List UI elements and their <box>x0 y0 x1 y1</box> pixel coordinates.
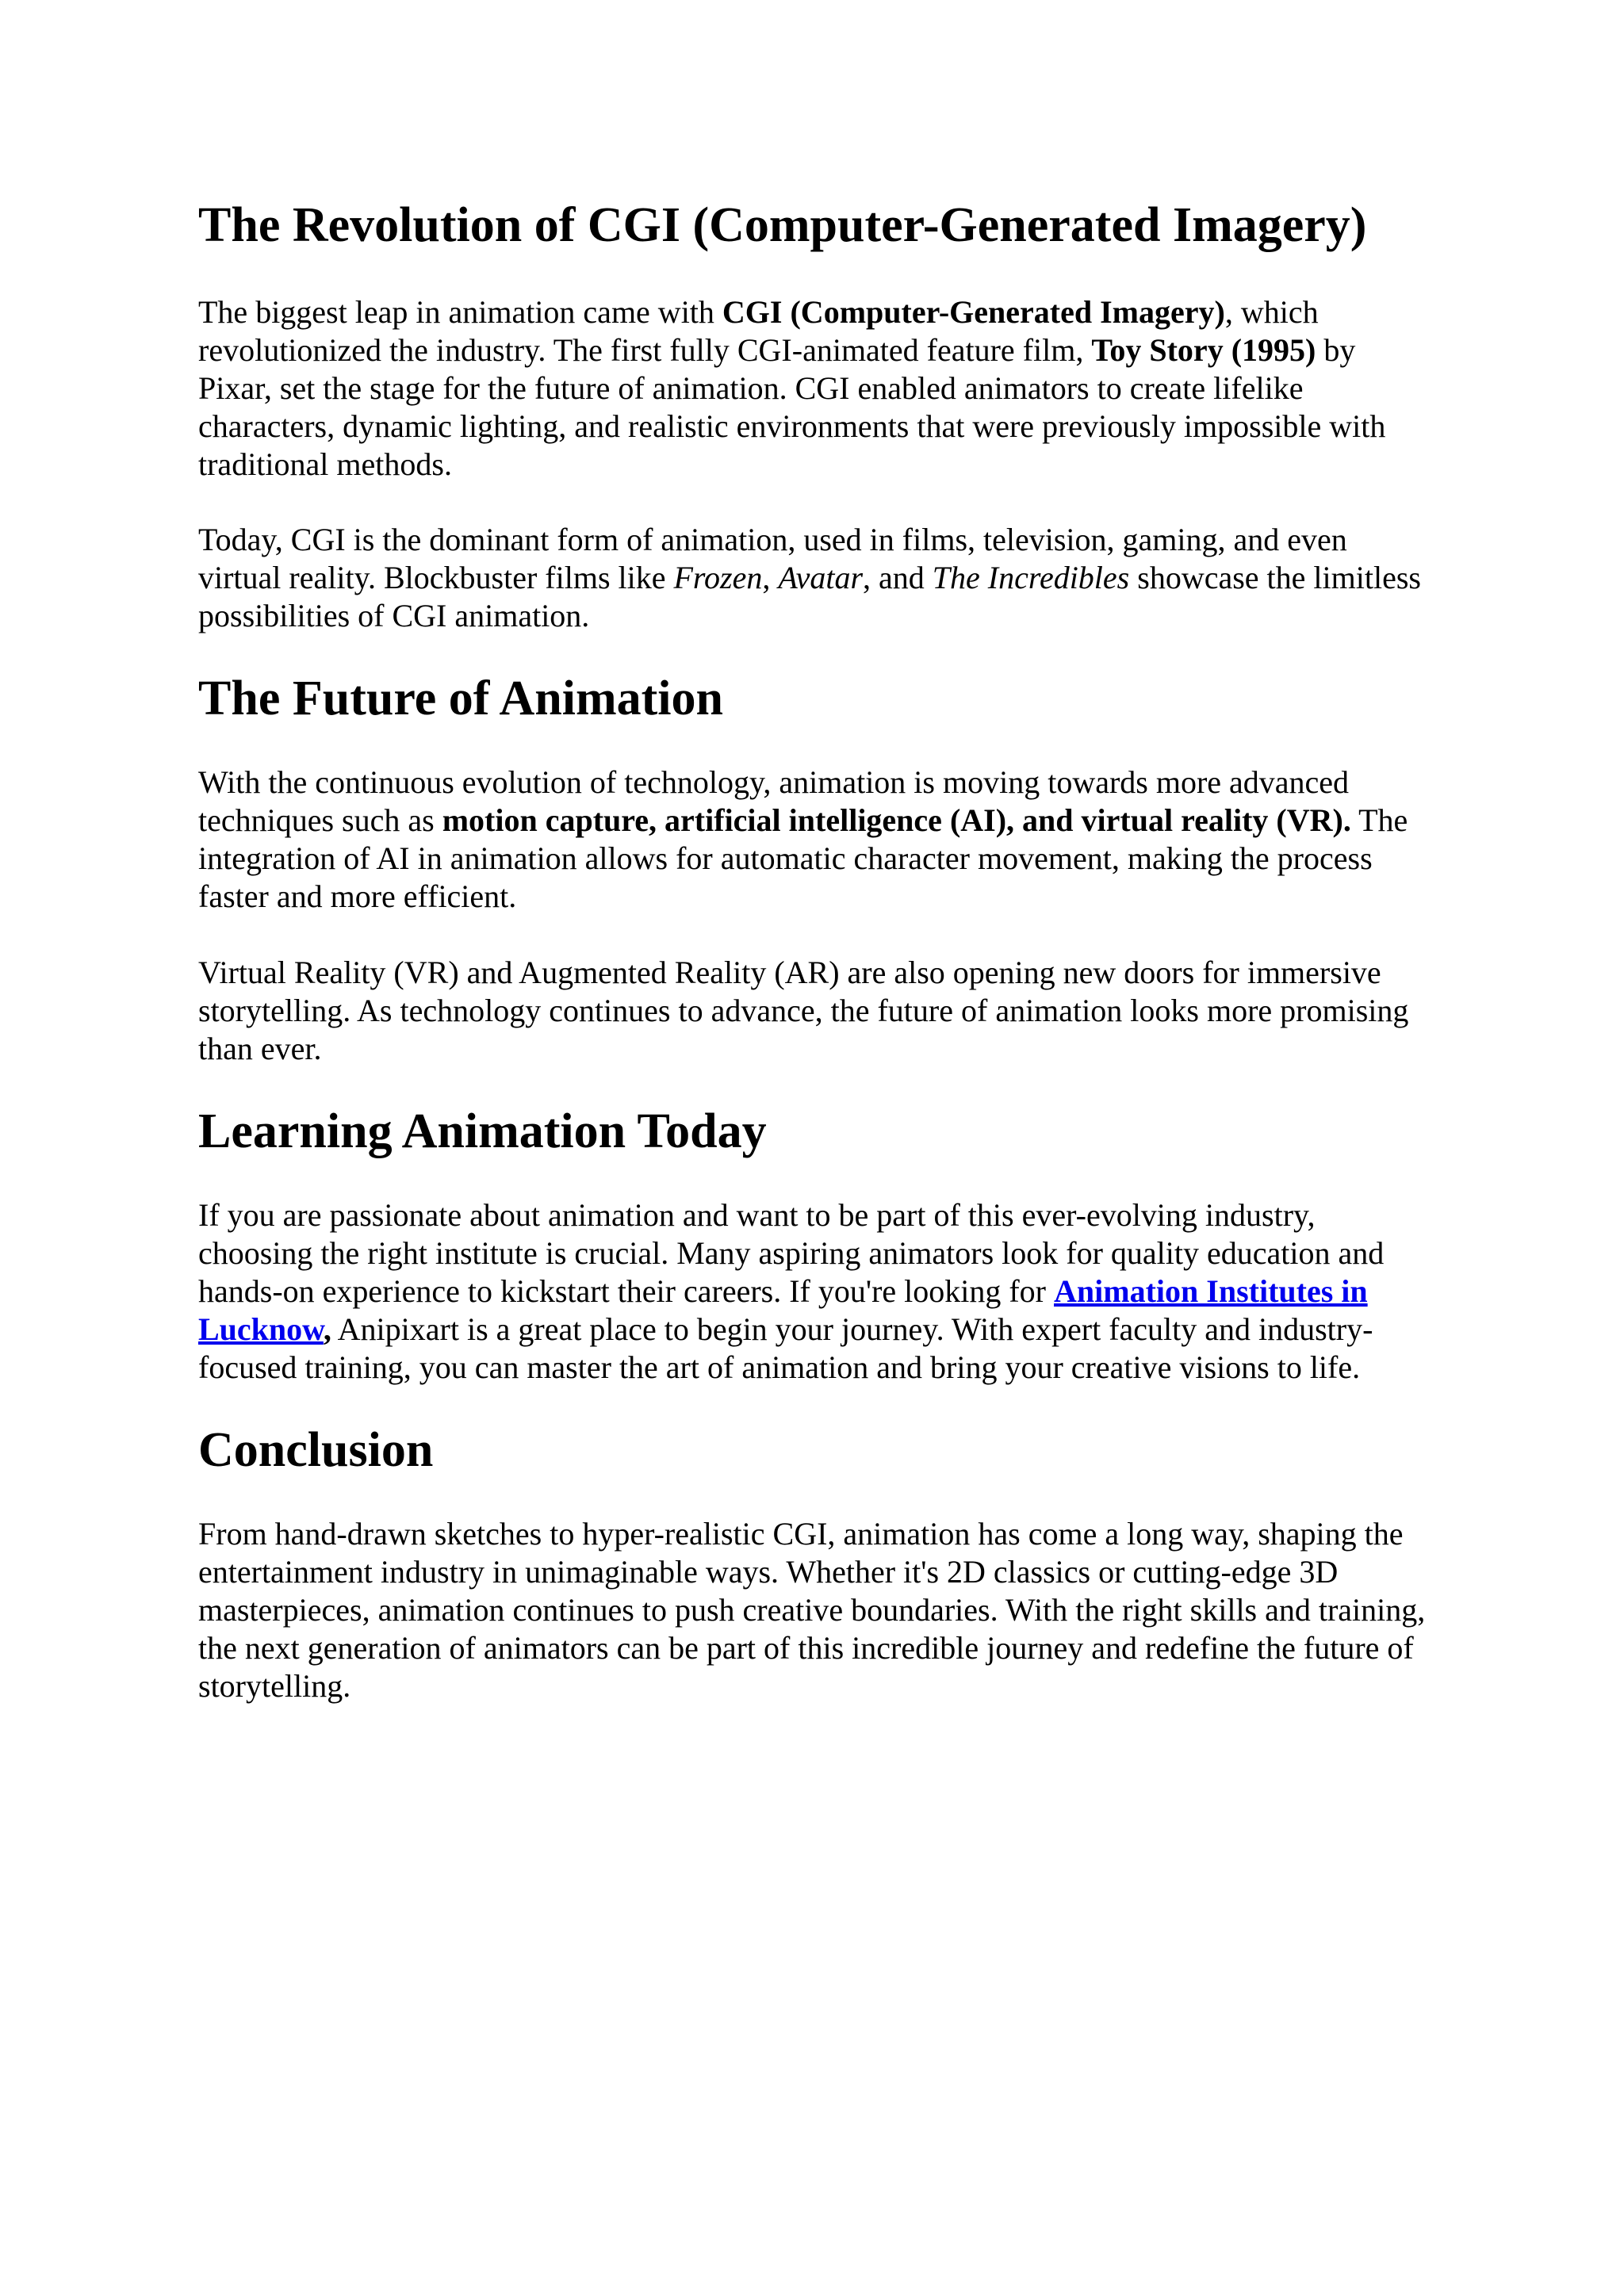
text-run: From hand-drawn sketches to hyper-realistic CGI, animation has come a long way, shaping the entertainment industry in unimaginable ways. Whether it's 2D classics or cutting-edge 3D masterpieces, animation continues to push creative boundaries. With the right skills and training, the next generation of animators can be part of this incredible journey and redefine the future of storytelling. <box>198 1516 1426 1704</box>
paragraph <box>198 1515 1435 1705</box>
italic-text: Frozen <box>673 560 763 595</box>
text-run: Virtual Reality (VR) and Augmented Reality (AR) are also opening new doors for immersive storytelling. As technology continues to advance, the future of animation looks more promising than ever. <box>198 955 1409 1066</box>
paragraph <box>198 293 1435 484</box>
italic-text: Avatar <box>778 560 864 595</box>
section-heading: Conclusion <box>198 1423 434 1477</box>
bold-text: , <box>323 1311 331 1347</box>
text-run: The biggest leap in animation came with <box>198 294 722 330</box>
text-run: , <box>762 560 779 595</box>
bold-text: motion capture, artificial intelligence (AI), and virtual reality (VR). <box>442 802 1351 838</box>
text-run: by Pixar, set the stage for the future of animation. CGI enabled animators to create lifelike characters, dynamic lighting, and realistic environments that were previously impossible with traditional methods. <box>198 332 1386 482</box>
bold-text: CGI (Computer-Generated Imagery) <box>722 294 1225 330</box>
italic-text: The Incredibles <box>932 560 1130 595</box>
animation-institutes-link[interactable]: Animation Institutes in Lucknow <box>198 1273 1368 1347</box>
section-cgi-revolution <box>198 197 1435 635</box>
text-run: The integration of AI in animation allows for automatic character movement, making the process faster and more efficient. <box>198 802 1408 914</box>
bold-text: Toy Story (1995) <box>1091 332 1316 368</box>
document-body <box>198 197 1435 1705</box>
paragraph <box>198 1196 1435 1387</box>
text-run: showcase the limitless possibilities of CGI animation. <box>198 560 1421 633</box>
text-run: If you are passionate about animation and want to be part of this ever-evolving industry, choosing the right institute is crucial. Many aspiring animators look for quality education and hands-on experience to kickstart their careers. If you're looking for <box>198 1197 1385 1309</box>
text-run: With the continuous evolution of technology, animation is moving towards more advanced techniques such as <box>198 764 1350 838</box>
text-run: Today, CGI is the dominant form of animation, used in films, television, gaming, and even virtual reality. Blockbuster films like <box>198 522 1347 595</box>
text-run: , which revolutionized the industry. The first fully CGI-animated feature film, <box>198 294 1319 368</box>
paragraph <box>198 954 1435 1068</box>
section-heading: Learning Animation Today <box>198 1104 767 1158</box>
section-heading: The Revolution of CGI (Computer-Generated Imagery) <box>198 198 1367 252</box>
text-run: , and <box>863 560 933 595</box>
paragraph <box>198 763 1435 916</box>
section-future-of-animation <box>198 670 1435 1068</box>
section-heading: The Future of Animation <box>198 672 723 725</box>
paragraph <box>198 521 1435 635</box>
section-conclusion <box>198 1422 1435 1705</box>
section-learning-animation <box>198 1103 1435 1387</box>
text-run: Anipixart is a great place to begin your journey. With expert faculty and industry-focused training, you can master the art of animation and bring your creative visions to life. <box>198 1311 1373 1385</box>
